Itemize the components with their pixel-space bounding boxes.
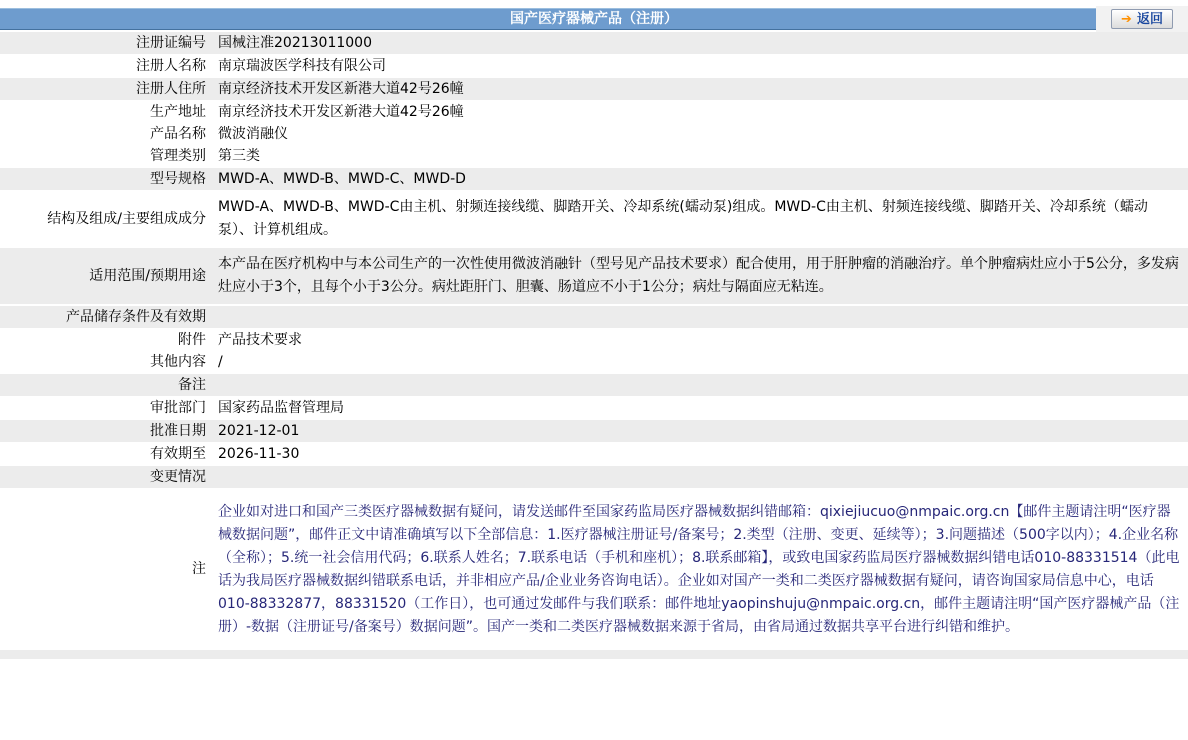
row-value [212, 466, 1188, 488]
back-button-label: 返回 [1136, 11, 1163, 27]
row-label: 产品储存条件及有效期 [66, 309, 206, 325]
row-label: 批准日期 [150, 423, 206, 439]
row-label: 注册证编号 [136, 35, 206, 51]
table-row [0, 373, 1188, 397]
row-value: 微波消融仪 [218, 126, 288, 142]
row-value: 南京经济技术开发区新港大道42号26幢 [218, 104, 464, 120]
table-row [0, 419, 1188, 443]
row-label: 变更情况 [150, 469, 206, 485]
table-row [0, 247, 1188, 305]
row-value: 南京瑞波医学科技有限公司 [218, 58, 386, 74]
row-value: 2026-11-30 [218, 446, 300, 462]
back-button[interactable] [1111, 9, 1173, 29]
table-bottom-strip [0, 649, 1188, 659]
row-label: 生产地址 [150, 104, 206, 120]
row-value [212, 374, 1188, 396]
back-arrow-icon: ➔ [1121, 11, 1132, 27]
row-label: 审批部门 [150, 400, 206, 416]
note-text: 企业如对进口和国产三类医疗器械数据有疑问，请发送邮件至国家药监局医疗器械数据纠错邮箱：qixiejiucuo@nmpaic.org.cn【邮件主题请注明“医疗器械数据问题”，邮件正文中请准确填写以下全部信息：1.医疗器械注册证号/备案号；2.类型（注册、变更、延续等）；3.问题描述（500字以内）；4.企业名称（全称）；5.统一社会信用代码；6.联系人姓名；7.联系电话（手机和座机）；8.联系邮箱】，或致电国家药监局医疗器械数据纠错电话010-88331514（此电话为我局医疗器械数据纠错联系电话，并非相应产品/企业业务咨询电话）。企业如对国产一类和二类医疗器械数据有疑问，请咨询国家局信息中心，电话010-88332877，88331520（工作日），也可通过发邮件与我们联系：邮件地址yaopinshuju@nmpaic.org.cn，邮件主题请注明“国产医疗器械产品（注册）-数据（注册证号/备案号）数据问题”。国产一类和二类医疗器械数据来源于省局，由省局通过数据共享平台进行纠错和维护。 [218, 504, 1180, 635]
row-label: 注 [192, 561, 206, 577]
registration-table [0, 31, 1188, 659]
table-row [0, 191, 1188, 247]
table-row [0, 465, 1188, 489]
table-row [0, 397, 1188, 419]
row-label: 型号规格 [150, 171, 206, 187]
note-row [0, 489, 1188, 649]
row-label: 注册人名称 [136, 58, 206, 74]
row-value: 南京经济技术开发区新港大道42号26幢 [218, 81, 464, 97]
row-label: 适用范围/预期用途 [89, 268, 206, 284]
table-row [0, 101, 1188, 123]
page-title: 国产医疗器械产品（注册） [510, 11, 678, 27]
table-row [0, 167, 1188, 191]
table-row [0, 123, 1188, 145]
row-label: 备注 [178, 377, 206, 393]
row-value: 第三类 [218, 148, 260, 164]
row-value [212, 306, 1188, 328]
row-value: 产品技术要求 [218, 332, 302, 348]
row-value: / [218, 354, 223, 370]
row-label: 有效期至 [150, 446, 206, 462]
row-label: 产品名称 [150, 126, 206, 142]
table-row [0, 305, 1188, 329]
row-value: 2021-12-01 [218, 423, 300, 439]
table-row [0, 31, 1188, 55]
registration-detail-page [0, 8, 1188, 659]
row-value: 国械注准20213011000 [218, 35, 372, 51]
row-label: 其他内容 [150, 354, 206, 370]
row-label: 附件 [178, 332, 206, 348]
row-value: MWD-A、MWD-B、MWD-C、MWD-D [218, 171, 466, 187]
row-value: MWD-A、MWD-B、MWD-C由主机、射频连接线缆、脚踏开关、冷却系统(蠕动泵)组成。MWD-C由主机、射频连接线缆、脚踏开关、冷却系统（蠕动泵）、计算机组成。 [218, 199, 1148, 238]
row-value: 本产品在医疗机构中与本公司生产的一次性使用微波消融针（型号见产品技术要求）配合使用，用于肝肿瘤的消融治疗。单个肿瘤病灶应小于5公分，多发病灶应小于3个，且每个小于3公分。病灶距肝门、胆囊、肠道应不小于1公分；病灶与隔面应无粘连。 [218, 256, 1179, 295]
table-row [0, 145, 1188, 167]
header-button-area [1096, 6, 1188, 32]
row-label: 注册人住所 [136, 81, 206, 97]
row-value: 国家药品监督管理局 [218, 400, 344, 416]
row-label: 管理类别 [150, 148, 206, 164]
table-row [0, 351, 1188, 373]
page-header [0, 8, 1188, 30]
table-row [0, 443, 1188, 465]
table-row [0, 55, 1188, 77]
table-row [0, 77, 1188, 101]
table-row [0, 329, 1188, 351]
row-label: 结构及组成/主要组成成分 [47, 211, 206, 227]
